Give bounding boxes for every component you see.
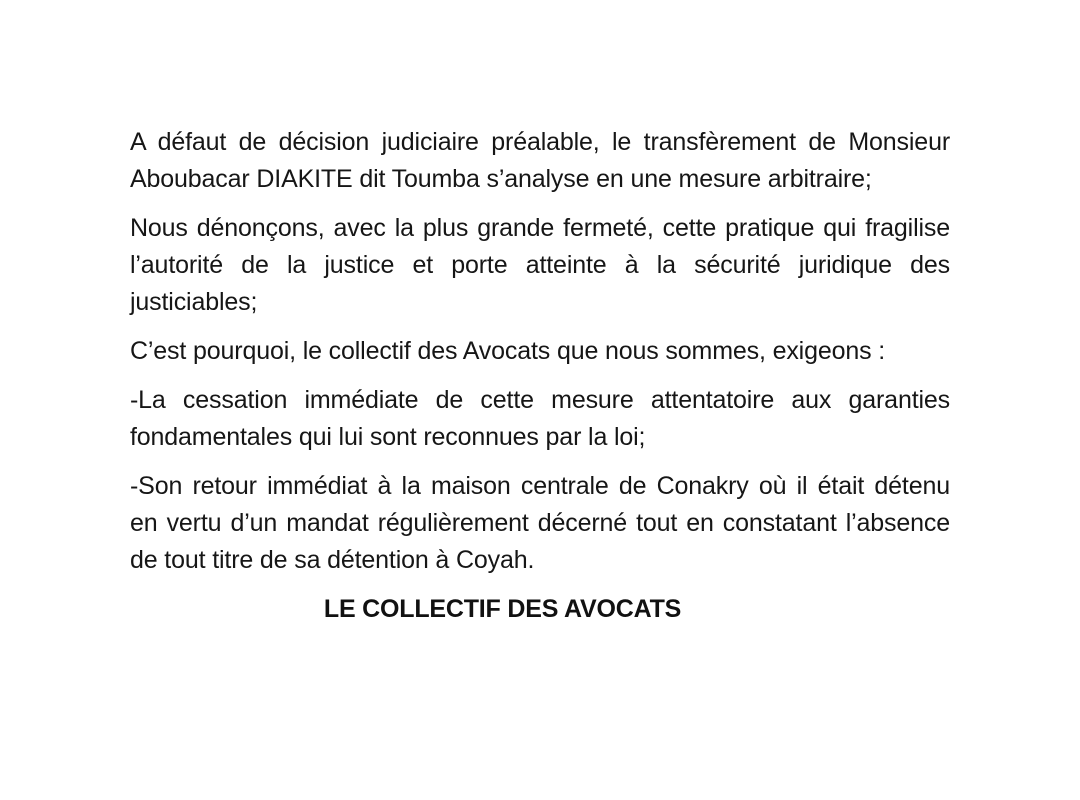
paragraph-line: -Son retour immédiat à la maison centrale de Conakry où il était détenu [130, 472, 950, 500]
paragraph-line: C’est pourquoi, le collectif des Avocats que nous sommes, exigeons : [130, 337, 886, 365]
paragraph-line: l’autorité de la justice et porte atteinte à la sécurité juridique des [130, 251, 950, 279]
paragraph-line: Nous dénonçons, avec la plus grande fermeté, cette pratique qui fragilise [130, 214, 950, 242]
paragraph-line: -La cessation immédiate de cette mesure attentatoire aux garanties [130, 386, 950, 414]
paragraph-1 [130, 124, 950, 198]
paragraph-line: A défaut de décision judiciaire préalable, le transfèrement de Monsieur [130, 128, 950, 156]
paragraph-line: Aboubacar DIAKITE dit Toumba s’analyse en une mesure arbitraire; [130, 165, 872, 193]
paragraph-4 [130, 382, 950, 456]
paragraph-line: justiciables; [130, 288, 258, 316]
signature-line: LE COLLECTIF DES AVOCATS [323, 595, 682, 623]
paragraph-line: fondamentales qui lui sont reconnues par la loi; [130, 423, 646, 451]
paragraph-2 [130, 210, 950, 321]
paragraph-5 [130, 468, 950, 579]
paragraph-3 [130, 333, 950, 370]
paragraph-line: de tout titre de sa détention à Coyah. [130, 546, 535, 574]
paragraph-line: en vertu d’un mandat régulièrement décerné tout en constatant l’absence [130, 509, 950, 537]
